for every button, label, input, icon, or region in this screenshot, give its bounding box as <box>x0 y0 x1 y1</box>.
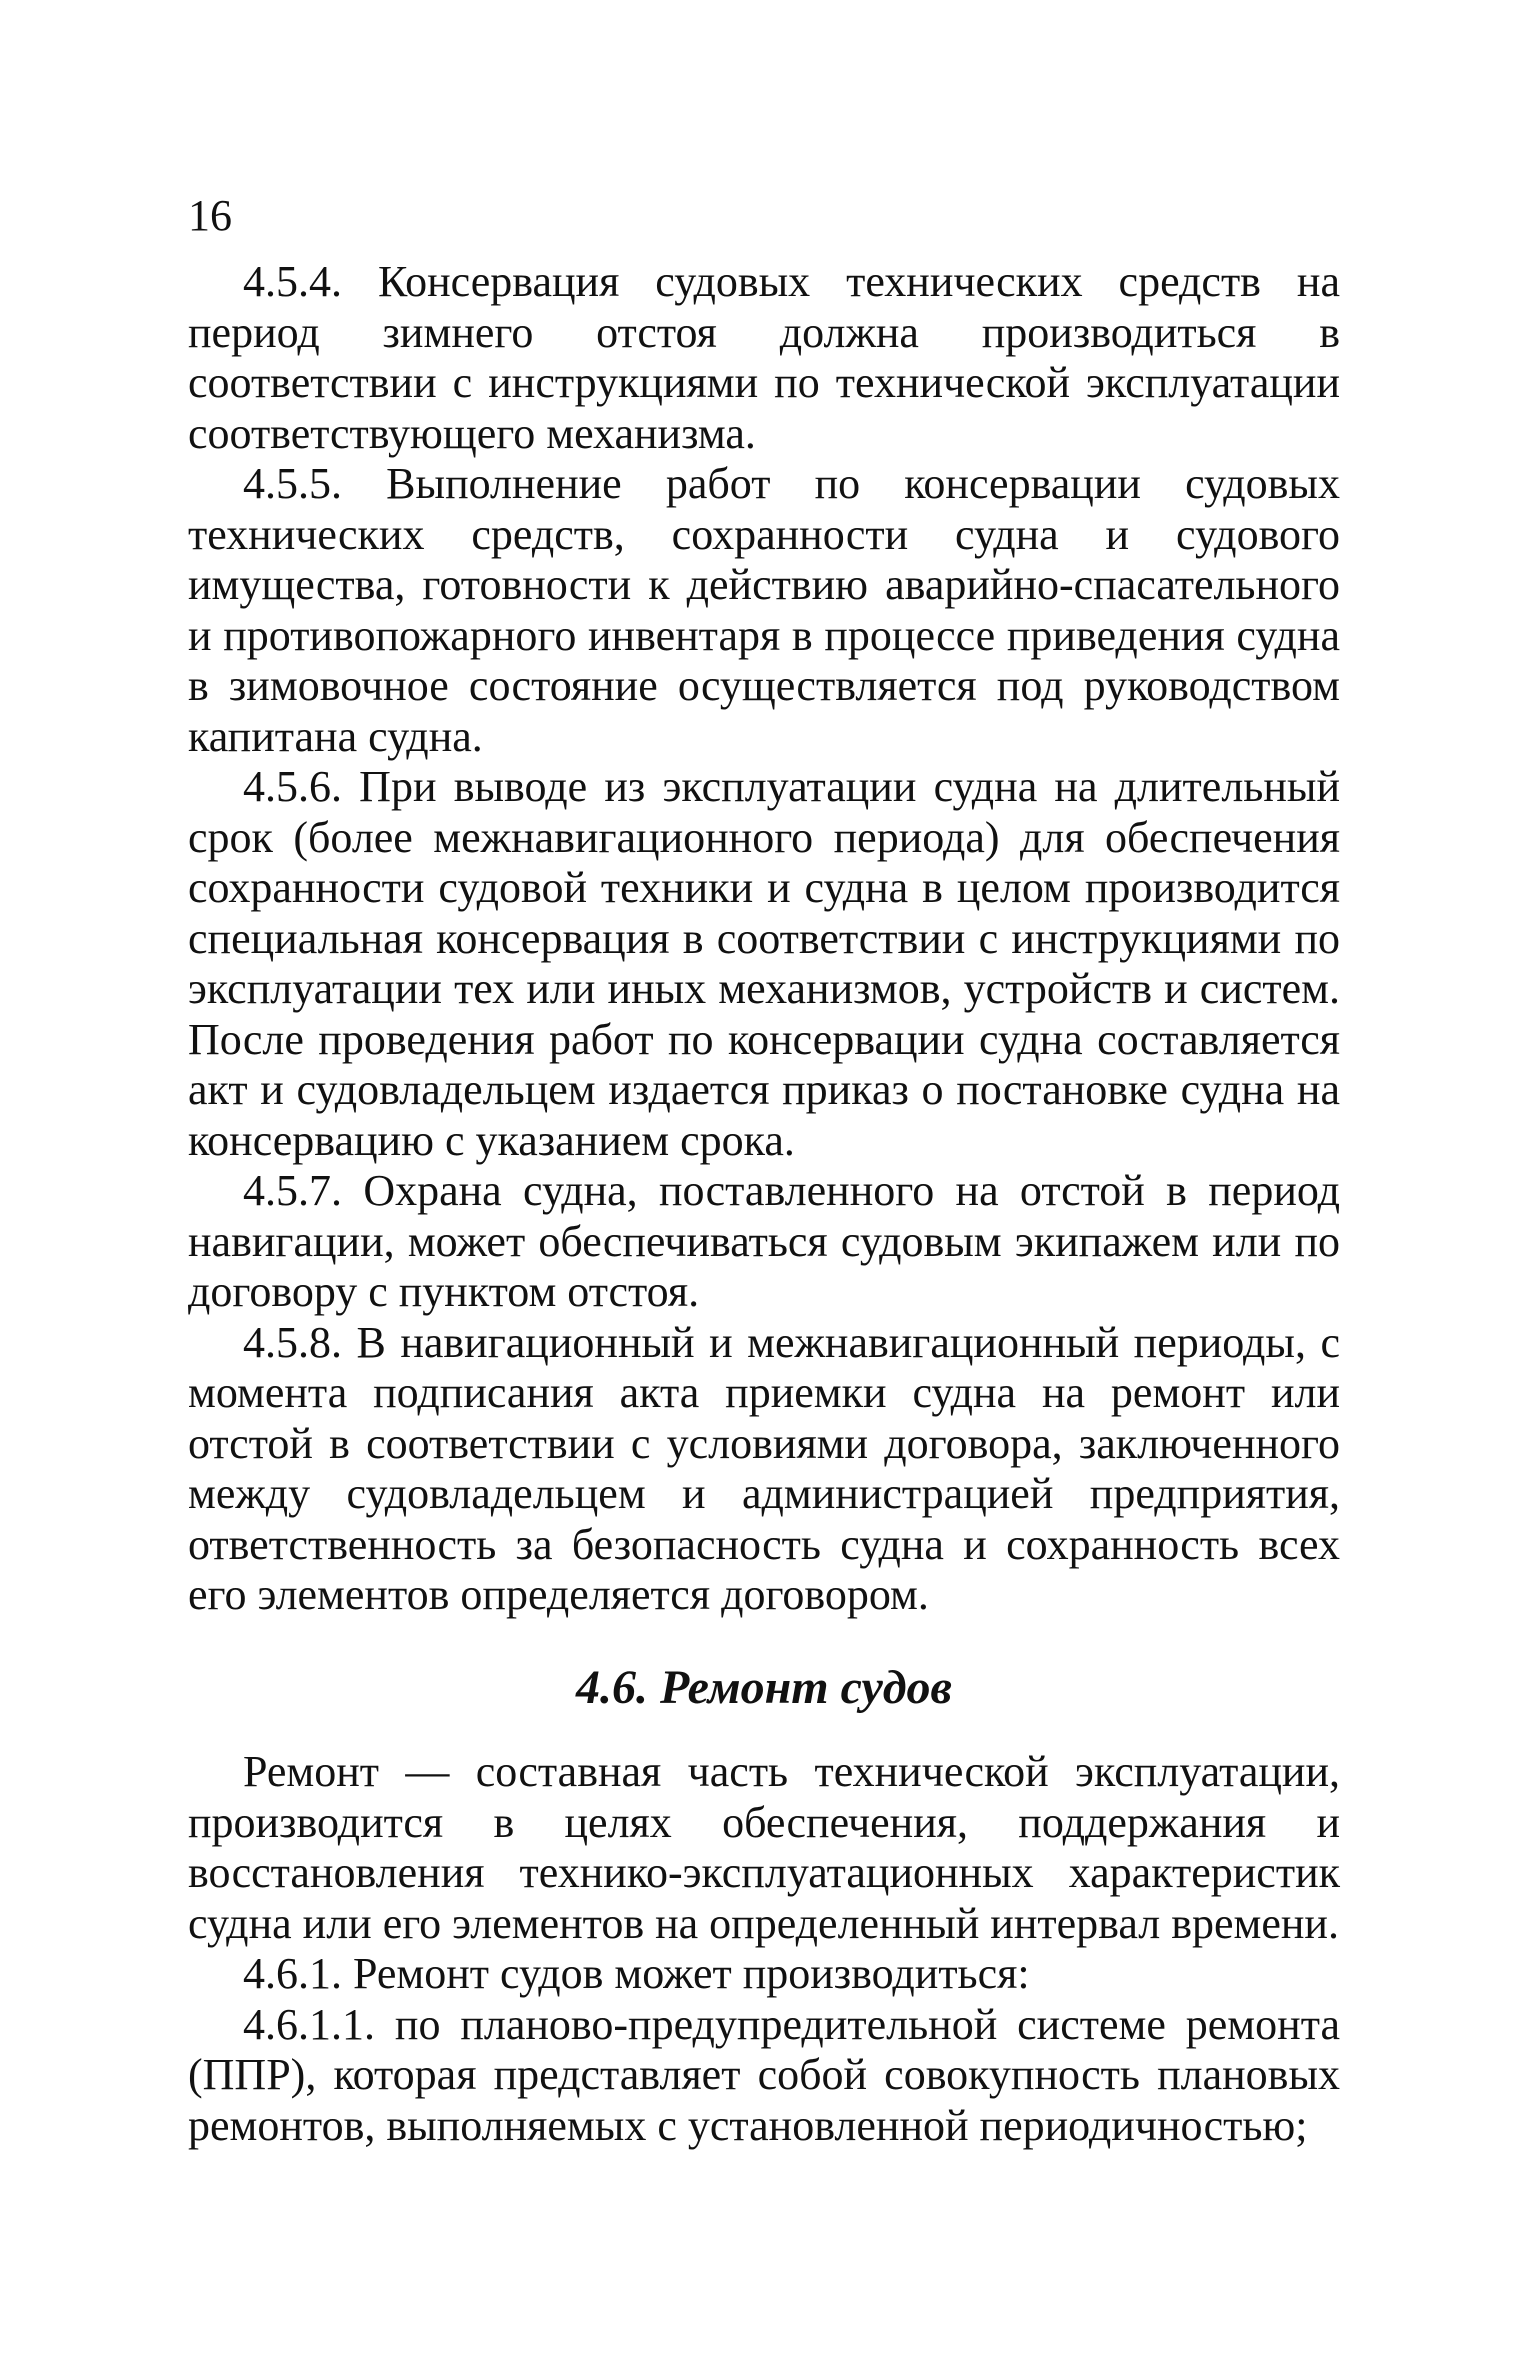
paragraph-4-5-7: 4.5.7. Охрана судна, поставленного на отстой в период навигации, может обеспечиваться судовым экипажем или по договору с пунктом отстоя. <box>188 1166 1340 1316</box>
paragraph-4-5-5: 4.5.5. Выполнение работ по консервации судовых технических средств, сохранности судна и судового имущества, готовности к действию аварийно-спасательного и противопожарного инвентаря в процессе приведения судна в зимовочное состояние осуществляется под руководством капитана судна. <box>188 459 1340 761</box>
paragraph-4-5-6: 4.5.6. При выводе из эксплуатации судна на длительный срок (более межнавигационного периода) для обеспечения сохранности судовой техники и судна в целом производится специальная консервация в соответствии с инструкциями по эксплуатации тех или иных механизмов, устройств и систем. После проведения работ по консервации судна составляется акт и судовладельцем издается приказ о постановке судна на консервацию с указанием срока. <box>188 762 1340 1165</box>
paragraph-4-5-8: 4.5.8. В навигационный и межнавигационный периоды, с момента подписания акта приемки судна на ремонт или отстой в соответствии с условиями договора, заключенного между судовладельцем и администрацией предприятия, ответственность за безопасность судна и сохранность всех его элементов определяется договором. <box>188 1317 1340 1619</box>
section-heading-4-6: 4.6. Ремонт судов <box>576 1661 952 1714</box>
paragraph-4-5-4: 4.5.4. Консервация судовых технических средств на период зимнего отстоя должна производиться в соответствии с инструкциями по технической эксплуатации соответствующего механизма. <box>188 257 1340 458</box>
page-number: 16 <box>188 191 232 240</box>
paragraph-repair-definition: Ремонт — составная часть технической эксплуатации, производится в целях обеспечения, поддержания и восстановления технико-эксплуатационных характеристик судна или его элементов на определенный интервал времени. <box>188 1747 1340 1948</box>
section-4-5-text <box>188 257 1340 1621</box>
section-4-6-text <box>188 1747 1340 2151</box>
paragraph-4-6-1: 4.6.1. Ремонт судов может производиться: <box>243 1949 1030 1998</box>
paragraph-4-6-1-1: 4.6.1.1. по планово-предупредительной системе ремонта (ППР), которая представляет собой совокупность плановых ремонтов, выполняемых с установленной периодичностью; <box>188 1999 1340 2150</box>
